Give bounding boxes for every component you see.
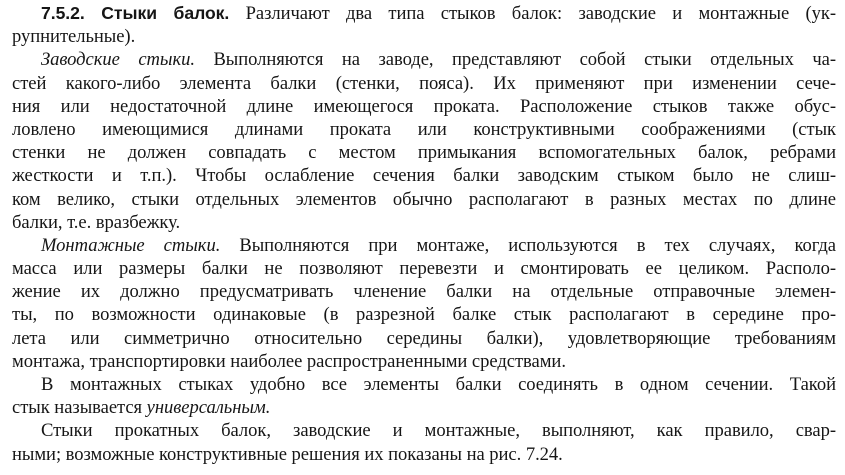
text-line: В монтажных стыках удобно все элементы балки соединять в одном сечении. Такой (41, 374, 836, 395)
text-line: ты, по возможности одинаковые (в разрезной балке стык располагают в середине про- (12, 304, 836, 326)
section-intro-paragraph (12, 2, 836, 48)
section-heading: 7.5.2. Стыки балок. (41, 3, 230, 23)
document-page (12, 2, 836, 466)
text-line: стенки не должен совпадать с местом примыкания вспомогательных балок, ребрами (12, 142, 836, 164)
text-line: Стыки прокатных балок, заводские и монтажные, выполняют, как правило, свар- (41, 420, 836, 442)
factory-joints-paragraph (12, 48, 836, 234)
text-line: монтажа, транспортировки наиболее распространенными средствами. (12, 350, 566, 372)
text-line (12, 48, 836, 71)
assembly-text: Выполняются при монтаже, используются в тех случаях, когда (239, 234, 836, 256)
text-line: ком велико, стыки отдельных элементов обычно располагают в разных местах по длине (12, 188, 836, 210)
rolled-beams-paragraph (12, 419, 836, 465)
text-line: ловлено имеющимися длинами проката или конструктивными соображениями (стык (12, 118, 836, 140)
text-line (12, 396, 836, 419)
text-line: ными; возможные конструктивные решения их показаны на рис. 7.24. (12, 443, 563, 465)
text-line: ния или недостаточной длине имеющегося проката. Расположение стыков также обус- (12, 95, 836, 117)
factory-joints-term: Заводские стыки. (41, 49, 195, 71)
universal-joint-paragraph (12, 373, 836, 419)
assembly-joints-term: Монтажные стыки. (41, 234, 221, 256)
text-line: масса или размеры балки не позволяют перевезти и смонтировать ее целиком. Располо- (12, 258, 836, 280)
text-line: жесткости и т.п.). Чтобы ослабление сечения балки заводским стыком было не слиш- (12, 165, 836, 187)
text-line (12, 2, 836, 25)
universal-term: универсальным. (146, 397, 271, 419)
assembly-joints-paragraph (12, 234, 836, 373)
text-line: рупнительные). (12, 26, 136, 48)
universal-text: стык называется (12, 397, 143, 419)
text-line (12, 234, 836, 257)
text-line: жение их должно предусматривать членение балки на отдельные отправочные элемен- (12, 281, 836, 303)
text-line: лета или симметрично относительно середины балки), удовлетворяющие требованиям (12, 327, 836, 349)
factory-text: Выполняются на заводе, представляют собой стыки отдельных ча- (213, 49, 836, 71)
text-line: балки, т.е. вразбежку. (12, 211, 181, 233)
intro-text: Различают два типа стыков балок: заводские и монтажные (ук- (245, 3, 836, 24)
text-line: стей какого-либо элемента балки (стенки, пояса). Их применяют при изменении сече- (12, 72, 836, 94)
